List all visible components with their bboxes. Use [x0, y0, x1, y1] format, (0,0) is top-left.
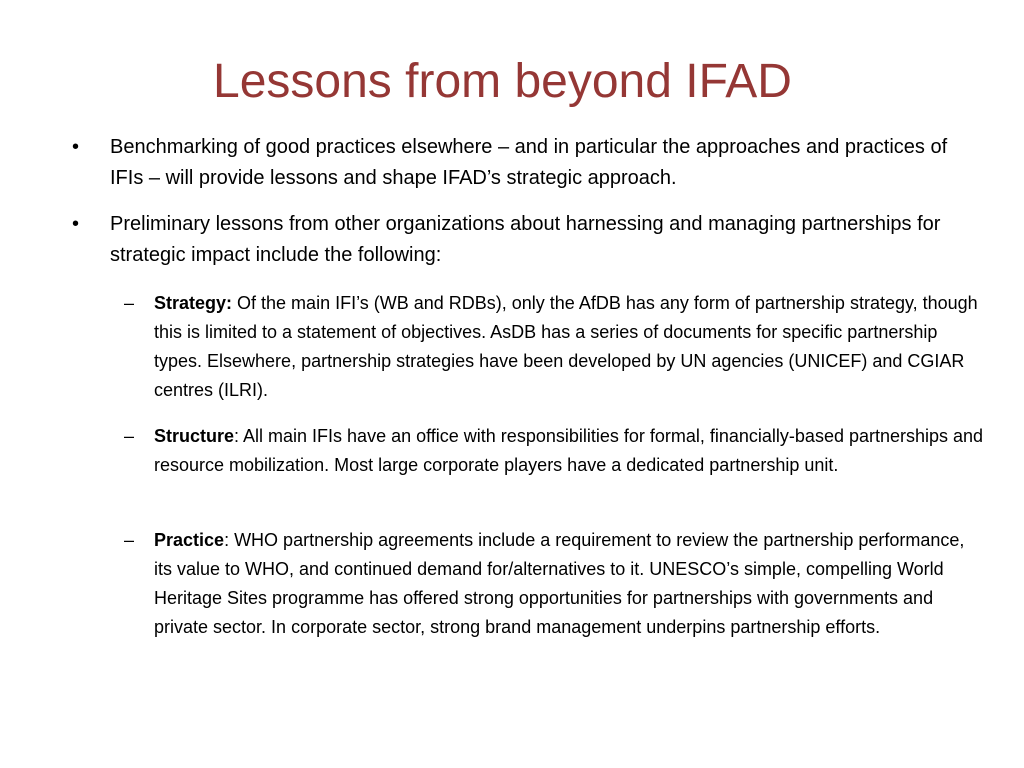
- sub-bullet-text: : WHO partnership agreements include a requirement to review the partnership performance, its value to WHO, and continued demand for/alternatives to it. UNESCO’s simple, compelling World Heritage Sites programme has offered strong opportunities for partnerships with governments and private sector. In corporate sector, strong brand management underpins partnership efforts.: [154, 530, 965, 637]
- bullet-marker: •: [72, 136, 80, 158]
- bullet-item: [72, 209, 980, 271]
- bullet-text: Benchmarking of good practices elsewhere – and in particular the approaches and practices of IFIs – will provide lessons and shape IFAD’s strategic approach.: [110, 136, 948, 189]
- sub-bullet-label: Structure: [154, 426, 235, 446]
- bullet-item: [72, 132, 980, 194]
- bullet-marker: •: [72, 213, 80, 235]
- sub-bullet-text: : All main IFIs have an office with responsibilities for formal, financially-based partnerships and resource mobilization. Most large corporate players have a dedicated partnership unit.: [154, 426, 984, 475]
- bullet-text: Preliminary lessons from other organizations about harnessing and managing partnerships for strategic impact include the following:: [110, 213, 941, 266]
- slide-title: Lessons from beyond IFAD: [213, 55, 792, 108]
- sub-bullet-text: Of the main IFI’s (WB and RDBs), only the AfDB has any form of partnership strategy, though this is limited to a statement of objectives. AsDB has a series of documents for specific partnership types. Elsewhere, partnership strategies have been developed by UN agencies (UNICEF) and CGIAR centres (ILRI).: [154, 293, 978, 400]
- sub-bullet-label: Practice: [154, 530, 225, 550]
- sub-bullet-marker: –: [124, 530, 135, 550]
- sub-bullet-strategy: [124, 289, 984, 405]
- sub-bullet-structure: [124, 422, 984, 480]
- sub-bullet-practice: [124, 526, 984, 642]
- sub-bullet-marker: –: [124, 293, 135, 313]
- sub-bullet-marker: –: [124, 426, 135, 446]
- sub-bullet-label: Strategy:: [154, 293, 233, 313]
